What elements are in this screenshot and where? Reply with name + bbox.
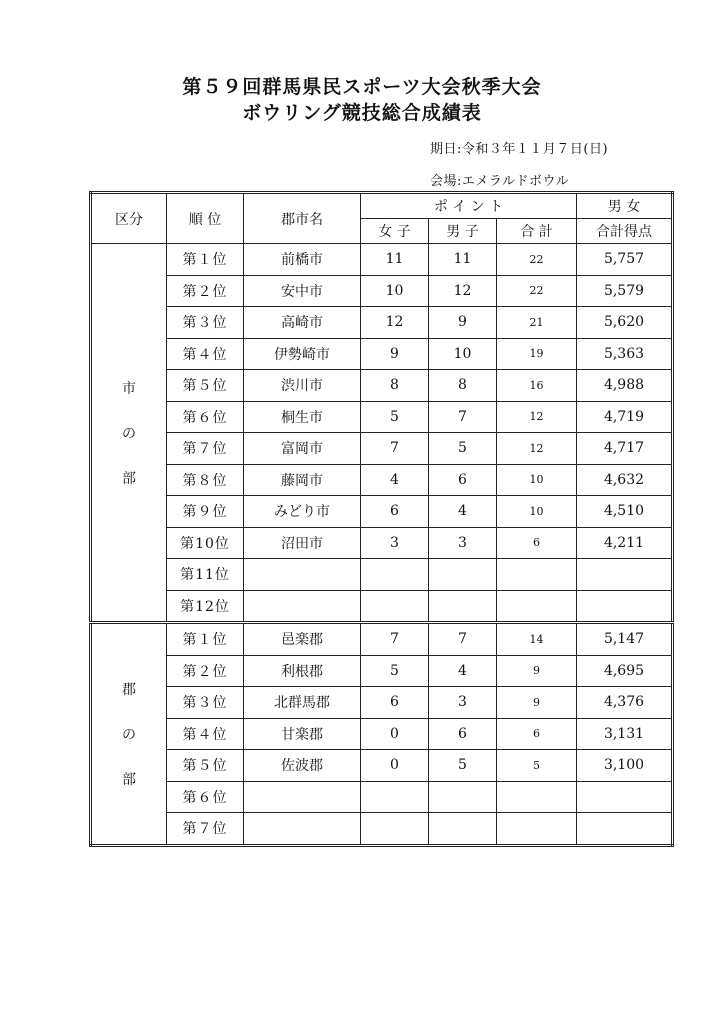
rank-cell: 第７位 [167, 813, 244, 846]
header-mixed-bottom: 合計得点 [577, 219, 673, 244]
women-points-cell: 4 [361, 464, 429, 496]
event-date: 期日:令和３年１１月７日(日) [430, 142, 609, 157]
table-row [91, 307, 673, 339]
women-points-cell: 3 [361, 527, 429, 559]
table-row [91, 464, 673, 496]
men-points-cell: 8 [429, 370, 497, 402]
men-points-cell [429, 559, 497, 591]
city-name-cell: 北群馬郡 [244, 687, 361, 719]
mixed-score-cell [577, 781, 673, 813]
city-name-cell [244, 559, 361, 591]
header-total: 合 計 [497, 219, 577, 244]
men-points-cell: 9 [429, 307, 497, 339]
table-row [91, 781, 673, 813]
section-label [91, 623, 167, 846]
city-name-cell: 前橋市 [244, 244, 361, 276]
mixed-score-cell: 4,632 [577, 464, 673, 496]
section-label-char: 市 [122, 380, 136, 397]
mixed-score-cell: 4,376 [577, 687, 673, 719]
total-points-cell: 9 [497, 687, 577, 719]
women-points-cell [361, 813, 429, 846]
total-points-cell: 12 [497, 401, 577, 433]
women-points-cell: 10 [361, 275, 429, 307]
women-points-cell [361, 781, 429, 813]
city-name-cell: 高崎市 [244, 307, 361, 339]
total-points-cell: 6 [497, 718, 577, 750]
rank-cell: 第３位 [167, 687, 244, 719]
total-points-cell: 22 [497, 275, 577, 307]
men-points-cell: 3 [429, 687, 497, 719]
women-points-cell: 8 [361, 370, 429, 402]
total-points-cell: 22 [497, 244, 577, 276]
total-points-cell: 5 [497, 750, 577, 782]
city-name-cell [244, 781, 361, 813]
city-name-cell: 渋川市 [244, 370, 361, 402]
women-points-cell: 5 [361, 401, 429, 433]
women-points-cell: 9 [361, 338, 429, 370]
total-points-cell: 10 [497, 496, 577, 528]
table-row [91, 527, 673, 559]
table-row [91, 370, 673, 402]
men-points-cell: 5 [429, 433, 497, 465]
table-row [91, 623, 673, 656]
section-label-char: 部 [122, 771, 136, 788]
men-points-cell: 5 [429, 750, 497, 782]
mixed-score-cell: 5,620 [577, 307, 673, 339]
document-title: 第５９回群馬県民スポーツ大会秋季大会 [182, 76, 542, 98]
document-subtitle: ボウリング競技総合成績表 [242, 102, 482, 124]
city-name-cell: 沼田市 [244, 527, 361, 559]
women-points-cell: 12 [361, 307, 429, 339]
total-points-cell [497, 559, 577, 591]
section-label [91, 244, 167, 623]
table-row [91, 496, 673, 528]
header-women: 女 子 [361, 219, 429, 244]
women-points-cell [361, 590, 429, 623]
mixed-score-cell [577, 559, 673, 591]
total-points-cell: 9 [497, 655, 577, 687]
table-row [91, 338, 673, 370]
results-table [89, 191, 674, 847]
rank-cell: 第６位 [167, 401, 244, 433]
total-points-cell: 10 [497, 464, 577, 496]
women-points-cell: 5 [361, 655, 429, 687]
header-men: 男 子 [429, 219, 497, 244]
table-row [91, 655, 673, 687]
total-points-cell: 6 [497, 527, 577, 559]
rank-cell: 第１位 [167, 244, 244, 276]
men-points-cell: 3 [429, 527, 497, 559]
men-points-cell: 4 [429, 496, 497, 528]
rank-cell: 第５位 [167, 370, 244, 402]
women-points-cell: 0 [361, 718, 429, 750]
section-label-char: 郡 [122, 681, 136, 698]
men-points-cell: 12 [429, 275, 497, 307]
women-points-cell: 0 [361, 750, 429, 782]
city-name-cell: 桐生市 [244, 401, 361, 433]
table-row [91, 559, 673, 591]
event-venue: 会場:エメラルドボウル [430, 174, 570, 189]
rank-cell: 第２位 [167, 655, 244, 687]
men-points-cell: 7 [429, 401, 497, 433]
mixed-score-cell: 4,510 [577, 496, 673, 528]
men-points-cell: 6 [429, 718, 497, 750]
rank-cell: 第５位 [167, 750, 244, 782]
rank-cell: 第10位 [167, 527, 244, 559]
section-label-char: の [122, 425, 136, 442]
men-points-cell [429, 590, 497, 623]
header-points: ポ イ ン ト [361, 193, 577, 219]
mixed-score-cell: 4,717 [577, 433, 673, 465]
table-row [91, 275, 673, 307]
table-row [91, 750, 673, 782]
rank-cell: 第４位 [167, 718, 244, 750]
mixed-score-cell: 4,211 [577, 527, 673, 559]
city-name-cell: 甘楽郡 [244, 718, 361, 750]
city-name-cell: 利根郡 [244, 655, 361, 687]
women-points-cell: 7 [361, 433, 429, 465]
men-points-cell: 11 [429, 244, 497, 276]
city-name-cell: 安中市 [244, 275, 361, 307]
mixed-score-cell: 4,695 [577, 655, 673, 687]
table-row [91, 401, 673, 433]
men-points-cell [429, 813, 497, 846]
rank-cell: 第２位 [167, 275, 244, 307]
mixed-score-cell: 4,719 [577, 401, 673, 433]
men-points-cell [429, 781, 497, 813]
women-points-cell: 6 [361, 496, 429, 528]
rank-cell: 第６位 [167, 781, 244, 813]
total-points-cell: 21 [497, 307, 577, 339]
men-points-cell: 7 [429, 623, 497, 656]
city-name-cell: 伊勢崎市 [244, 338, 361, 370]
mixed-score-cell: 5,579 [577, 275, 673, 307]
women-points-cell [361, 559, 429, 591]
city-name-cell: 富岡市 [244, 433, 361, 465]
total-points-cell [497, 590, 577, 623]
women-points-cell: 6 [361, 687, 429, 719]
men-points-cell: 10 [429, 338, 497, 370]
header-mixed-top: 男 女 [577, 193, 673, 219]
rank-cell: 第４位 [167, 338, 244, 370]
table-row [91, 813, 673, 846]
total-points-cell: 19 [497, 338, 577, 370]
mixed-score-cell [577, 590, 673, 623]
rank-cell: 第３位 [167, 307, 244, 339]
city-name-cell [244, 590, 361, 623]
mixed-score-cell: 3,100 [577, 750, 673, 782]
table-row [91, 590, 673, 623]
mixed-score-cell: 4,988 [577, 370, 673, 402]
women-points-cell: 7 [361, 623, 429, 656]
rank-cell: 第11位 [167, 559, 244, 591]
women-points-cell: 11 [361, 244, 429, 276]
mixed-score-cell: 3,131 [577, 718, 673, 750]
table-row [91, 244, 673, 276]
mixed-score-cell: 5,757 [577, 244, 673, 276]
rank-cell: 第12位 [167, 590, 244, 623]
city-name-cell: みどり市 [244, 496, 361, 528]
rank-cell: 第７位 [167, 433, 244, 465]
section-label-char: 部 [122, 470, 136, 487]
table-row [91, 718, 673, 750]
mixed-score-cell: 5,147 [577, 623, 673, 656]
city-name-cell: 邑楽郡 [244, 623, 361, 656]
total-points-cell: 16 [497, 370, 577, 402]
city-name-cell [244, 813, 361, 846]
mixed-score-cell: 5,363 [577, 338, 673, 370]
header-city-name: 郡市名 [244, 193, 361, 244]
header-rank: 順 位 [167, 193, 244, 244]
table-row [91, 687, 673, 719]
total-points-cell: 14 [497, 623, 577, 656]
total-points-cell: 12 [497, 433, 577, 465]
men-points-cell: 6 [429, 464, 497, 496]
city-name-cell: 藤岡市 [244, 464, 361, 496]
header-division: 区分 [91, 193, 167, 244]
city-name-cell: 佐波郡 [244, 750, 361, 782]
mixed-score-cell [577, 813, 673, 846]
section-label-char: の [122, 726, 136, 743]
men-points-cell: 4 [429, 655, 497, 687]
total-points-cell [497, 781, 577, 813]
rank-cell: 第１位 [167, 623, 244, 656]
rank-cell: 第８位 [167, 464, 244, 496]
table-row [91, 433, 673, 465]
total-points-cell [497, 813, 577, 846]
results-body [91, 244, 673, 846]
rank-cell: 第９位 [167, 496, 244, 528]
